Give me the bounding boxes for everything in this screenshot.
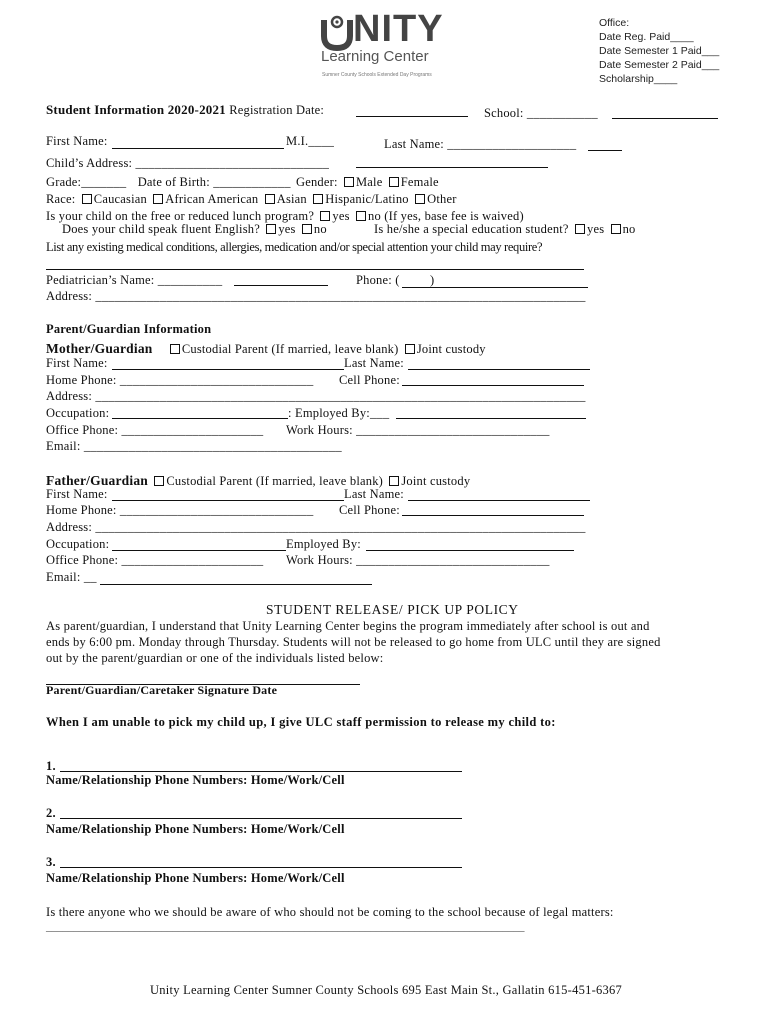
father-first-name-label: First Name: xyxy=(46,487,108,501)
sped-row xyxy=(374,222,636,237)
last-name-label: Last Name: ____________________ xyxy=(384,137,577,151)
logo-wordmark: NITY xyxy=(353,8,444,50)
english-question: Does your child speak fluent English? xyxy=(62,222,260,236)
release-para-line: out by the parent/guardian or one of the individuals listed below: xyxy=(46,651,384,665)
pediatrician-phone-label: Phone: ( xyxy=(356,273,400,287)
lunch-yes-label: yes xyxy=(332,209,350,223)
father-work-hours-label: Work Hours: ______________________________ xyxy=(286,553,550,567)
lunch-no-checkbox[interactable] xyxy=(356,211,366,221)
other-label: Other xyxy=(427,192,457,206)
office-line: Date Semester 2 Paid___ xyxy=(599,59,720,71)
father-office-phone-label: Office Phone: ______________________ xyxy=(46,553,264,567)
mother-work-hours-label: Work Hours: ______________________________ xyxy=(286,423,550,437)
lunch-question: Is your child on the free or reduced lunch program? xyxy=(46,209,315,223)
mother-home-phone-label: Home Phone: ______________________________ xyxy=(46,373,314,387)
father-cell-phone-label: Cell Phone: xyxy=(339,503,400,517)
african-american-label: African American xyxy=(165,192,259,206)
mother-joint-label: Joint custody xyxy=(416,342,486,356)
contact-3-field[interactable] xyxy=(60,867,462,868)
logo-u-icon xyxy=(320,12,356,52)
permission-statement: When I am unable to pick my child up, I give ULC staff permission to release my child to: xyxy=(46,715,556,729)
lunch-no-label: no xyxy=(368,209,381,223)
sped-yes-label: yes xyxy=(587,222,605,236)
mother-occupation-label: Occupation: xyxy=(46,406,110,420)
english-row xyxy=(62,222,327,237)
contact-label: Name/Relationship Phone Numbers: Home/Work/Cell xyxy=(46,871,345,885)
male-label: Male xyxy=(355,175,383,189)
lunch-yes-checkbox[interactable] xyxy=(320,211,330,221)
asian-label: Asian xyxy=(276,192,307,206)
sped-yes-checkbox[interactable] xyxy=(575,224,585,234)
mother-cell-phone-label: Cell Phone: xyxy=(339,373,400,387)
office-line: Date Reg. Paid____ xyxy=(599,31,694,43)
mother-email-label: Email: ________________________________________ xyxy=(46,439,342,453)
office-line: Scholarship____ xyxy=(599,73,678,85)
school-label: School: ___________ xyxy=(484,106,598,120)
office-use-block xyxy=(599,16,719,86)
lunch-note: (If yes, base fee is waived) xyxy=(384,209,524,223)
pediatrician-phone-close: ) xyxy=(430,273,435,287)
registration-date-label: Registration Date: xyxy=(229,103,325,117)
mother-custodial-checkbox[interactable] xyxy=(170,344,180,354)
release-title: STUDENT RELEASE/ PICK UP POLICY xyxy=(266,602,519,617)
contact-number: 1. xyxy=(46,759,56,773)
race-row xyxy=(46,192,457,207)
mother-first-name-field[interactable] xyxy=(112,369,344,370)
release-para-line: ends by 6:00 pm. Monday through Thursday. Students will not be released to go home from ULC until they are signed xyxy=(46,635,661,649)
contact-number: 3. xyxy=(46,855,56,869)
father-last-name-label: Last Name: xyxy=(344,487,404,501)
father-occupation-field[interactable] xyxy=(112,550,286,551)
registration-date-field[interactable] xyxy=(356,116,468,117)
sped-no-checkbox[interactable] xyxy=(611,224,621,234)
form-title: Student Information 2020-2021 xyxy=(46,102,226,117)
contact-number: 2. xyxy=(46,806,56,820)
pediatrician-phone-field[interactable] xyxy=(402,287,588,288)
father-employed-label: Employed By: xyxy=(286,537,361,551)
caucasian-checkbox[interactable] xyxy=(82,194,92,204)
mother-header xyxy=(46,341,486,357)
office-line: Date Semester 1 Paid___ xyxy=(599,45,720,57)
father-custodial-checkbox[interactable] xyxy=(154,476,164,486)
mother-custodial-label: Custodial Parent (If married, leave blank) xyxy=(181,342,399,356)
gender-label: Gender: xyxy=(295,175,338,189)
signature-label: Parent/Guardian/Caretaker Signature Date xyxy=(46,683,278,697)
pediatrician-label: Pediatrician’s Name: __________ xyxy=(46,273,223,287)
mother-title: Mother/Guardian xyxy=(46,341,153,356)
mother-employed-label: : Employed By:___ xyxy=(288,406,390,420)
logo xyxy=(320,8,444,83)
father-email-field[interactable] xyxy=(100,584,372,585)
sped-no-label: no xyxy=(622,222,636,236)
asian-checkbox[interactable] xyxy=(265,194,275,204)
father-email-label: Email: __ xyxy=(46,570,97,584)
hispanic-label: Hispanic/Latino xyxy=(325,192,409,206)
father-joint-label: Joint custody xyxy=(401,474,471,488)
father-custodial-label: Custodial Parent (If married, leave blank) xyxy=(166,474,384,488)
childs-address-field[interactable] xyxy=(356,167,548,168)
english-no-checkbox[interactable] xyxy=(302,224,312,234)
school-field[interactable] xyxy=(612,118,718,119)
male-checkbox[interactable] xyxy=(344,177,354,187)
english-yes-label: yes xyxy=(278,222,296,236)
father-employed-field[interactable] xyxy=(366,550,574,551)
mother-first-name-label: First Name: xyxy=(46,356,108,370)
father-last-name-field[interactable] xyxy=(408,500,590,501)
conditions-question: List any existing medical conditions, allergies, medication and/or special attention your child may require? xyxy=(46,240,543,254)
mother-last-name-label: Last Name: xyxy=(344,356,404,370)
contact-label: Name/Relationship Phone Numbers: Home/Work/Cell xyxy=(46,822,345,836)
mother-employed-field[interactable] xyxy=(396,418,586,419)
father-joint-checkbox[interactable] xyxy=(389,476,399,486)
father-occupation-label: Occupation: xyxy=(46,537,110,551)
mother-last-name-field[interactable] xyxy=(408,369,590,370)
hispanic-checkbox[interactable] xyxy=(313,194,323,204)
form-header xyxy=(46,102,324,118)
grade-label: Grade:_______ xyxy=(46,175,127,189)
first-name-label: First Name: xyxy=(46,134,108,148)
mother-occupation-field[interactable] xyxy=(112,418,288,419)
african-american-checkbox[interactable] xyxy=(153,194,163,204)
other-checkbox[interactable] xyxy=(415,194,425,204)
english-no-label: no xyxy=(313,222,327,236)
last-name-field[interactable] xyxy=(588,150,622,151)
female-checkbox[interactable] xyxy=(389,177,399,187)
childs-address-label: Child’s Address: ______________________________ xyxy=(46,156,330,170)
first-name-field[interactable] xyxy=(112,148,284,149)
female-label: Female xyxy=(400,175,439,189)
dob-label: Date of Birth: ____________ xyxy=(137,175,291,189)
mother-cell-phone-field[interactable] xyxy=(402,385,584,386)
legal-question: Is there anyone who we should be aware of who should not be coming to the school because of legal matters: xyxy=(46,905,614,919)
father-cell-phone-field[interactable] xyxy=(402,515,584,516)
father-address-label: Address: ____________________________________________________________________________ xyxy=(46,520,586,534)
conditions-field[interactable] xyxy=(46,269,584,270)
footer-address: Unity Learning Center Sumner County Schools 695 East Main St., Gallatin 615-451-6367 xyxy=(150,983,622,997)
race-label: Race: xyxy=(46,192,76,206)
pediatrician-field[interactable] xyxy=(234,285,328,286)
sped-question: Is he/she a special education student? xyxy=(374,222,569,236)
office-title: Office: xyxy=(599,17,630,29)
parent-section-title: Parent/Guardian Information xyxy=(46,322,212,336)
father-home-phone-label: Home Phone: ______________________________ xyxy=(46,503,314,517)
contact-2-field[interactable] xyxy=(60,818,462,819)
mi-label: M.I.____ xyxy=(286,134,335,148)
father-title: Father/Guardian xyxy=(46,473,149,488)
english-yes-checkbox[interactable] xyxy=(266,224,276,234)
mother-address-label: Address: ____________________________________________________________________________ xyxy=(46,389,586,403)
father-first-name-field[interactable] xyxy=(112,500,344,501)
logo-subtitle: Learning Center xyxy=(321,48,429,65)
caucasian-label: Caucasian xyxy=(93,192,147,206)
logo-tagline: Sumner County Schools Extended Day Programs xyxy=(322,72,432,78)
mother-office-phone-label: Office Phone: ______________________ xyxy=(46,423,264,437)
contact-1-field[interactable] xyxy=(60,771,462,772)
legal-field[interactable]: _______________________________________________________________________________________ xyxy=(46,921,525,933)
contact-label: Name/Relationship Phone Numbers: Home/Work/Cell xyxy=(46,773,345,787)
mother-joint-checkbox[interactable] xyxy=(405,344,415,354)
pediatrician-address-label: Address: ____________________________________________________________________________ xyxy=(46,289,586,303)
father-header xyxy=(46,473,470,489)
grade-dob-gender-row xyxy=(46,175,439,190)
release-para-line: As parent/guardian, I understand that Unity Learning Center begins the program immediately after school is out and xyxy=(46,619,650,633)
